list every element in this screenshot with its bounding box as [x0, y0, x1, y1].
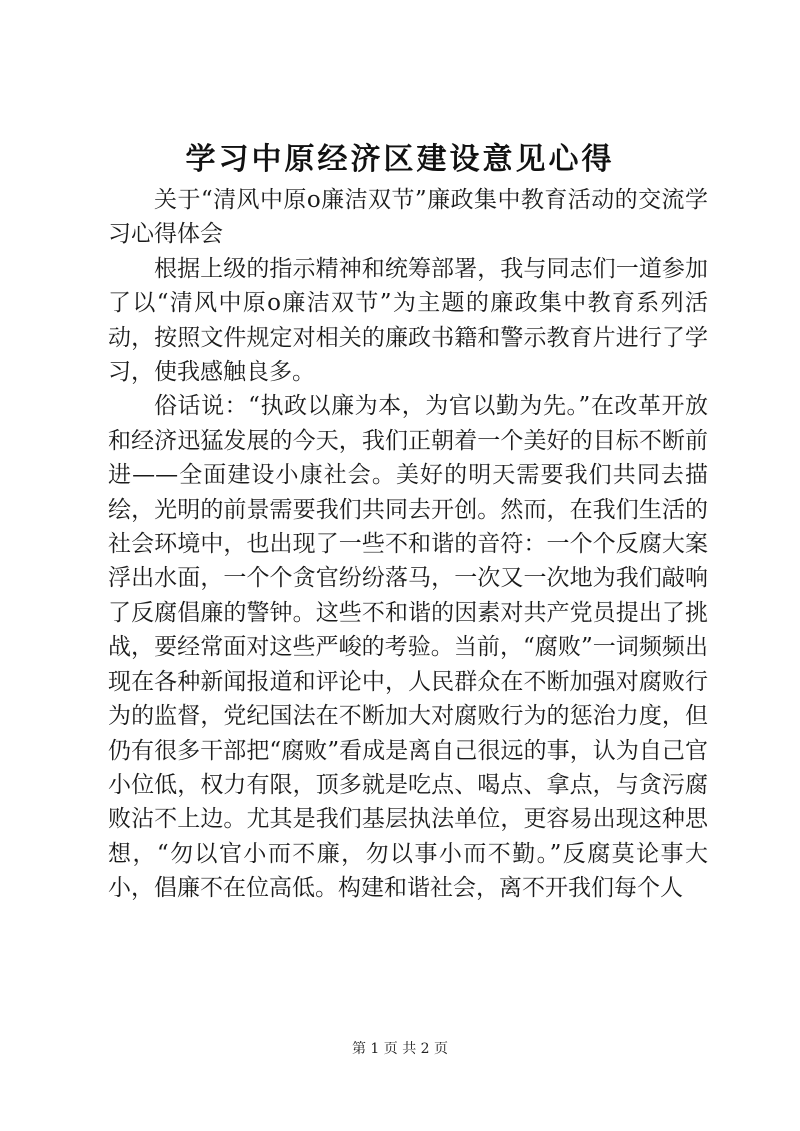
paragraph-intro: 根据上级的指示精神和统筹部署，我与同志们一道参加了以“清风中原o廉洁双节”为主题的廉政集中教育系列活动，按照文件规定对相关的廉政书籍和警示教育片进行了学习，使我感触良多。 [108, 255, 708, 386]
paragraph-subtitle: 关于“清风中原o廉洁双节”廉政集中教育活动的交流学习心得体会 [108, 187, 708, 248]
document-body [108, 183, 708, 906]
paragraph-main: 俗话说：“执政以廉为本，为官以勤为先。”在改革开放和经济迅猛发展的今天，我们正朝着一个美好的目标不断前进——全面建设小康社会。美好的明天需要我们共同去描绘，光明的前景需要我们共同去开创。然而，在我们生活的社会环境中，也出现了一些不和谐的音符：一个个反腐大案浮出水面，一个个贪官纷纷落马，一次又一次地为我们敲响了反腐倡廉的警钟。这些不和谐的因素对共产党员提出了挑战，要经常面对这些严峻的考验。当前，“腐败”一词频频出现在各种新闻报道和评论中，人民群众在不断加强对腐败行为的监督，党纪国法在不断加大对腐败行为的惩治力度，但仍有很多干部把“腐败”看成是离自己很远的事，认为自己官小位低，权力有限，顶多就是吃点、喝点、拿点，与贪污腐败沾不上边。尤其是我们基层执法单位，更容易出现这种思想，“勿以官小而不廉，勿以事小而不勤。”反腐莫论事大小，倡廉不在位高低。构建和谐社会，离不开我们每个人 [108, 393, 708, 902]
page-number-footer: 第 1 页 共 2 页 [351, 1041, 449, 1057]
document-title: 学习中原经济区建设意见心得 [185, 142, 615, 177]
